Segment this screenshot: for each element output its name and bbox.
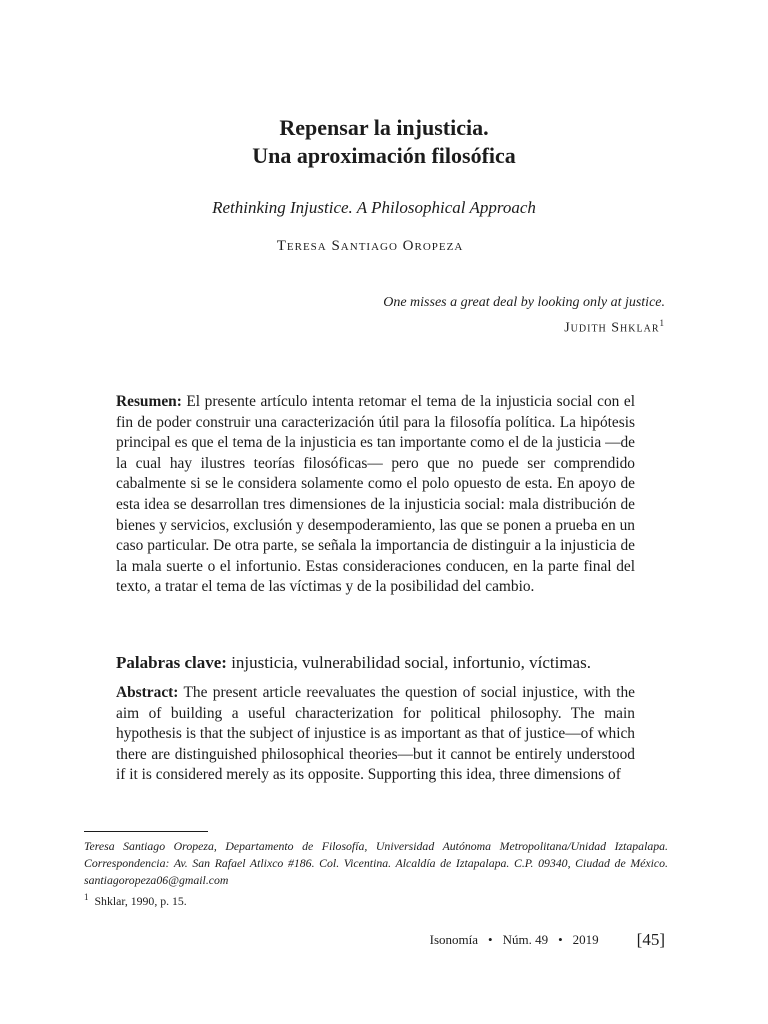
article-title-line2: Una aproximación filosófica <box>252 143 516 168</box>
keywords-label: Palabras clave: <box>116 653 227 672</box>
abstract-label: Abstract: <box>116 684 179 701</box>
keywords-line <box>116 652 676 674</box>
epigraph-author-name: Judith Shklar <box>564 320 660 336</box>
publication-year: 2019 <box>572 932 599 947</box>
article-title-line1: Repensar la injusticia. <box>279 115 489 140</box>
abstract-paragraph <box>116 683 635 786</box>
page-footer <box>430 930 665 950</box>
resumen-text: El presente artículo intenta retomar el tema de la injusticia social con el fin de poder construir una caracterización útil para la filosofía política. La hipótesis principal es que el tema de la injusticia es tan importante como el de la justicia —de la cual hay ilustres teorías filosóficas— pero que no puede ser comprendido cabalmente si se le considera solamente como el polo opuesto de esta. En apoyo de esta idea se desarrollan tres dimensiones de la injusticia social: mala distribución de bienes y servicios, exclusión y desempoderamiento, las que se ponen a prueba en un caso particular. De otra parte, se señala la importancia de distinguir a la injusticia de la mala suerte o el infortunio. Estas consideraciones conducen, en la parte final del texto, a tratar el tema de las víctimas y de la posibilidad del cambio. <box>116 393 635 596</box>
issue-number: Núm. 49 <box>502 932 549 947</box>
resumen-label: Resumen: <box>116 393 182 410</box>
page-number: [45] <box>636 930 665 949</box>
footnote-1-mark: 1 <box>84 892 89 902</box>
journal-name: Isonomía <box>429 932 479 947</box>
epigraph-quote: One misses a great deal by looking only at justice. <box>383 295 665 310</box>
footnote-1 <box>84 889 668 910</box>
author-affiliation-note: Teresa Santiago Oropeza, Departamento de Filosofía, Universidad Autónoma Metropolitana/Unidad Iztapalapa. Correspondencia: Av. San Rafael Atlixco #186. Col. Vicentina. Alcaldía de Iztapalapa. C.P. 09340, Ciudad de México. santiagoropeza06@gmail.com <box>84 839 668 887</box>
footnote-1-text: Shklar, 1990, p. 15. <box>94 893 187 908</box>
epigraph-author <box>564 318 665 337</box>
footer-bullet-1: • <box>488 932 493 947</box>
abstract-text: The present article reevaluates the question of social injustice, with the aim of building a useful characterization for political philosophy. The main hypothesis is that the subject of injustice is as important as that of justice—of which there are distinguished philosophical theories—but it cannot be entirely understood if it is considered merely as its opposite. Supporting this idea, three dimensions of <box>116 684 635 784</box>
resumen-paragraph <box>116 392 635 598</box>
english-subtitle: Rethinking Injustice. A Philosophical Approach <box>212 198 536 217</box>
footer-bullet-2: • <box>558 932 563 947</box>
epigraph-footnote-mark: 1 <box>659 318 665 328</box>
footnote-divider <box>84 831 208 832</box>
keywords-text: injusticia, vulnerabilidad social, infortunio, víctimas. <box>231 653 591 672</box>
author-name: Teresa Santiago Oropeza <box>276 238 464 254</box>
footnotes <box>84 838 668 910</box>
